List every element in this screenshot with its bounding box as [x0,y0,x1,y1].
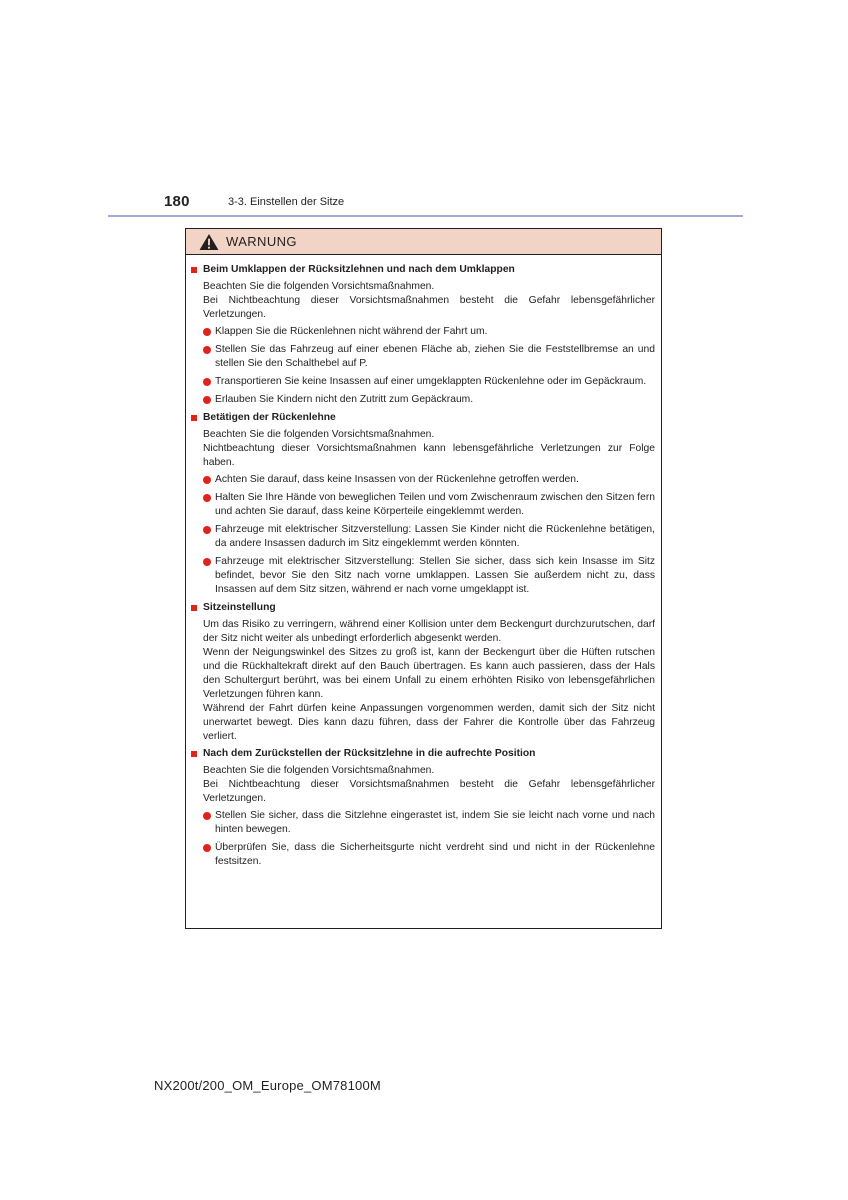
item-heading-text: Nach dem Zurückstellen der Rücksitzlehne in die aufrechte Position [203,748,536,759]
bullet-item [203,841,655,869]
red-square-marker-icon [191,605,197,611]
bullet-item [203,523,655,551]
warning-body [186,255,661,869]
item-heading-text: Beim Umklappen der Rücksitzlehnen und nach dem Umklappen [203,264,515,275]
bullet-text: Überprüfen Sie, dass die Sicherheitsgurte nicht verdreht sind und nicht in der Rückenlehne festsitzen. [215,842,655,867]
page-number: 180 [164,193,190,210]
red-bullet-dot-icon [203,396,211,404]
red-square-marker-icon [191,267,197,273]
item-heading [190,747,655,761]
intro-paragraph: Bei Nichtbeachtung dieser Vorsichtsmaßnahmen besteht die Gefahr lebensgefährlicher Verletzungen. [203,295,655,320]
bullet-text: Halten Sie Ihre Hände von beweglichen Teilen und vom Zwischenraum zwischen den Sitzen fern und achten Sie darauf, dass keine Körperteile eingeklemmt werden. [215,492,655,517]
bullet-item [203,809,655,837]
warning-item [190,411,655,597]
item-heading [190,411,655,425]
intro-paragraph: Beachten Sie die folgenden Vorsichtsmaßnahmen. [203,429,435,440]
intro-paragraph: Während der Fahrt dürfen keine Anpassungen vorgenommen werden, damit sich der Sitz nicht unerwartet bewegt. Dies kann dazu führen, dass der Fahrer die Kontrolle über das Fahrzeug verliert. [203,703,655,742]
section-title: 3-3. Einstellen der Sitze [228,196,345,208]
item-heading-text: Betätigen der Rückenlehne [203,412,336,423]
intro-paragraph: Wenn der Neigungswinkel des Sitzes zu groß ist, kann der Beckengurt über die Hüften rutschen und die Rückhaltekraft direkt auf den Bauch übertragen. Es kann auch passieren, dass der Hals den Schultergurt berührt, was bei einem Unfall zu einem erhöhten Risiko von lebensgefährlichen Verletzungen führen kann. [203,647,655,700]
warning-triangle-icon [198,233,220,251]
bullet-item [203,473,655,487]
warning-item [190,601,655,744]
red-bullet-dot-icon [203,526,211,534]
intro-paragraph: Bei Nichtbeachtung dieser Vorsichtsmaßnahmen besteht die Gefahr lebensgefährlicher Verletzungen. [203,779,655,804]
warning-header [186,229,661,255]
item-intro [190,280,655,322]
footer-document-code: NX200t/200_OM_Europe_OM78100M [154,1078,381,1093]
bullet-item [203,375,655,389]
warning-item [190,263,655,407]
bullet-text: Transportieren Sie keine Insassen auf einer umgeklappten Rückenlehne oder im Gepäckraum. [215,376,647,387]
item-intro [190,428,655,470]
item-intro [190,618,655,744]
red-bullet-dot-icon [203,812,211,820]
bullet-item [203,343,655,371]
item-heading-text: Sitzeinstellung [203,602,276,613]
red-bullet-dot-icon [203,476,211,484]
red-bullet-dot-icon [203,494,211,502]
bullet-list [203,809,655,869]
bullet-item [203,555,655,597]
intro-paragraph: Nichtbeachtung dieser Vorsichtsmaßnahmen kann lebensgefährliche Verletzungen zur Folge haben. [203,443,655,468]
bullet-text: Klappen Sie die Rückenlehnen nicht während der Fahrt um. [215,326,488,337]
item-heading [190,263,655,277]
warning-box [185,228,662,929]
red-bullet-dot-icon [203,558,211,566]
item-heading [190,601,655,615]
header-divider [108,215,743,217]
bullet-text: Stellen Sie das Fahrzeug auf einer ebenen Fläche ab, ziehen Sie die Feststellbremse an und stellen Sie den Schalthebel auf P. [215,344,655,369]
bullet-text: Erlauben Sie Kindern nicht den Zutritt zum Gepäckraum. [215,394,474,405]
item-intro [190,764,655,806]
intro-paragraph: Beachten Sie die folgenden Vorsichtsmaßnahmen. [203,281,435,292]
bullet-text: Stellen Sie sicher, dass die Sitzlehne eingerastet ist, indem Sie sie leicht nach vorne und nach hinten bewegen. [215,810,655,835]
red-square-marker-icon [191,415,197,421]
red-square-marker-icon [191,751,197,757]
bullet-item [203,325,655,339]
intro-paragraph: Beachten Sie die folgenden Vorsichtsmaßnahmen. [203,765,435,776]
bullet-item [203,393,655,407]
bullet-text: Achten Sie darauf, dass keine Insassen von der Rückenlehne getroffen werden. [215,474,579,485]
intro-paragraph: Um das Risiko zu verringern, während einer Kollision unter dem Beckengurt durchzurutschen, darf der Sitz nicht weiter als unbedingt erforderlich abgesenkt werden. [203,619,655,644]
red-bullet-dot-icon [203,346,211,354]
warning-title: WARNUNG [226,234,297,249]
bullet-text: Fahrzeuge mit elektrischer Sitzverstellung: Stellen Sie sicher, dass sich kein Insasse im Sitz befindet, bevor Sie den Sitz nach vorne umklappen. Lassen Sie außerdem nicht zu, dass Insassen auf dem Sitz sitzen, während er nach vorne umgeklappt ist. [215,556,655,595]
red-bullet-dot-icon [203,844,211,852]
warning-item [190,747,655,869]
bullet-list [203,325,655,407]
bullet-item [203,491,655,519]
red-bullet-dot-icon [203,328,211,336]
bullet-list [203,473,655,597]
red-bullet-dot-icon [203,378,211,386]
bullet-text: Fahrzeuge mit elektrischer Sitzverstellung: Lassen Sie Kinder nicht die Rückenlehne betätigen, da andere Insassen dadurch im Sitz eingeklemmt werden könnten. [215,524,655,549]
